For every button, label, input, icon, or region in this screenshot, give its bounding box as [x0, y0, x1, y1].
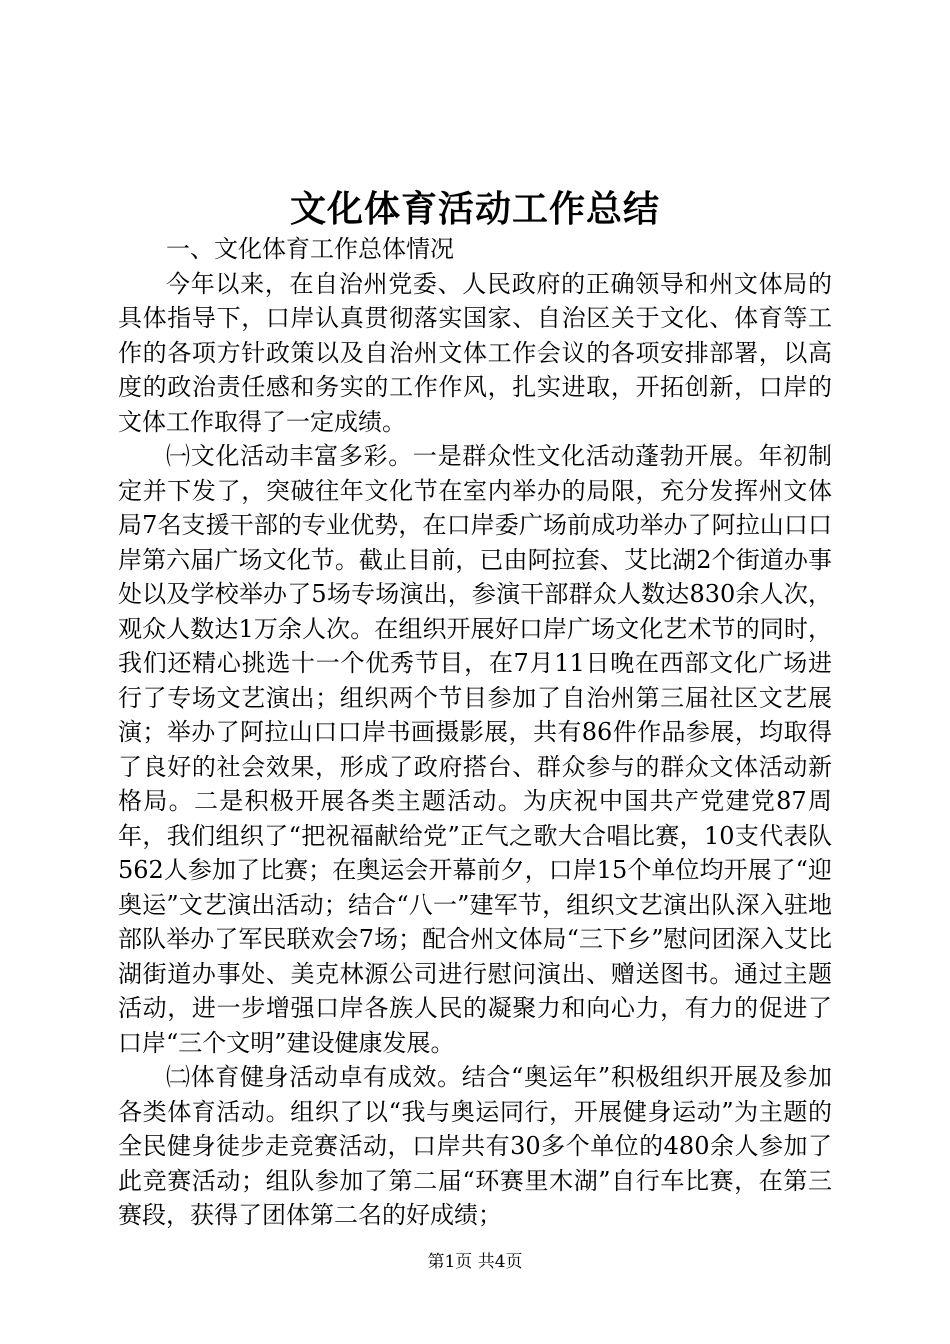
body-paragraph: ㈡体育健身活动卓有成效。结合“奥运年”积极组织开展及参加各类体育活动。组织了以“我与奥运同行，开展健身运动”为主题的全民健身徒步走竞赛活动，口岸共有30多个单位的480余人参加了此竞赛活动；组队参加了第二届“环赛里木湖”自行车比赛，在第三赛段，获得了团体第二名的好成绩； [118, 1063, 832, 1229]
page-footer: 第1页 共4页 [427, 1252, 523, 1272]
document-body [118, 232, 832, 1233]
body-paragraph: 今年以来，在自治州党委、人民政府的正确领导和州文体局的具体指导下，口岸认真贯彻落实国家、自治区关于文化、体育等工作的各项方针政策以及自治州文体工作会议的各项安排部署，以高度的政治责任感和务实的工作作风，扎实进取，开拓创新，口岸的文体工作取得了一定成绩。 [118, 269, 832, 436]
body-paragraph: ㈠文化活动丰富多彩。一是群众性文化活动蓬勃开展。年初制定并下发了，突破往年文化节在室内举办的局限，充分发挥州文体局7名支援干部的专业优势，在口岸委广场前成功举办了阿拉山口口岸第六届广场文化节。截止目前，已由阿拉套、艾比湖2个街道办事处以及学校举办了5场专场演出，参演干部群众人数达830余人次，观众人数达1万余人次。在组织开展好口岸广场文化艺术节的同时，我们还精心挑选十一个优秀节目，在7月11日晚在西部文化广场进行了专场文艺演出；组织两个节目参加了自治州第三届社区文艺展演；举办了阿拉山口口岸书画摄影展，共有86件作品参展，均取得了良好的社会效果，形成了政府搭台、群众参与的群众文体活动新格局。二是积极开展各类主题活动。为庆祝中国共产党建党87周年，我们组织了“把祝福献给党”正气之歌大合唱比赛，10支代表队562人参加了比赛；在奥运会开幕前夕，口岸15个单位均开展了“迎奥运”文艺演出活动；结合“八一”建军节，组织文艺演出队深入驻地部队举办了军民联欢会7场；配合州文体局“三下乡”慰问团深入艾比湖街道办事处、美克林源公司进行慰问演出、赠送图书。通过主题活动，进一步增强口岸各族人民的凝聚力和向心力，有力的促进了口岸“三个文明”建设健康发展。 [118, 442, 832, 1057]
document-title: 文化体育活动工作总结 [289, 188, 660, 230]
section-heading: 一、文化体育工作总体情况 [166, 235, 454, 263]
